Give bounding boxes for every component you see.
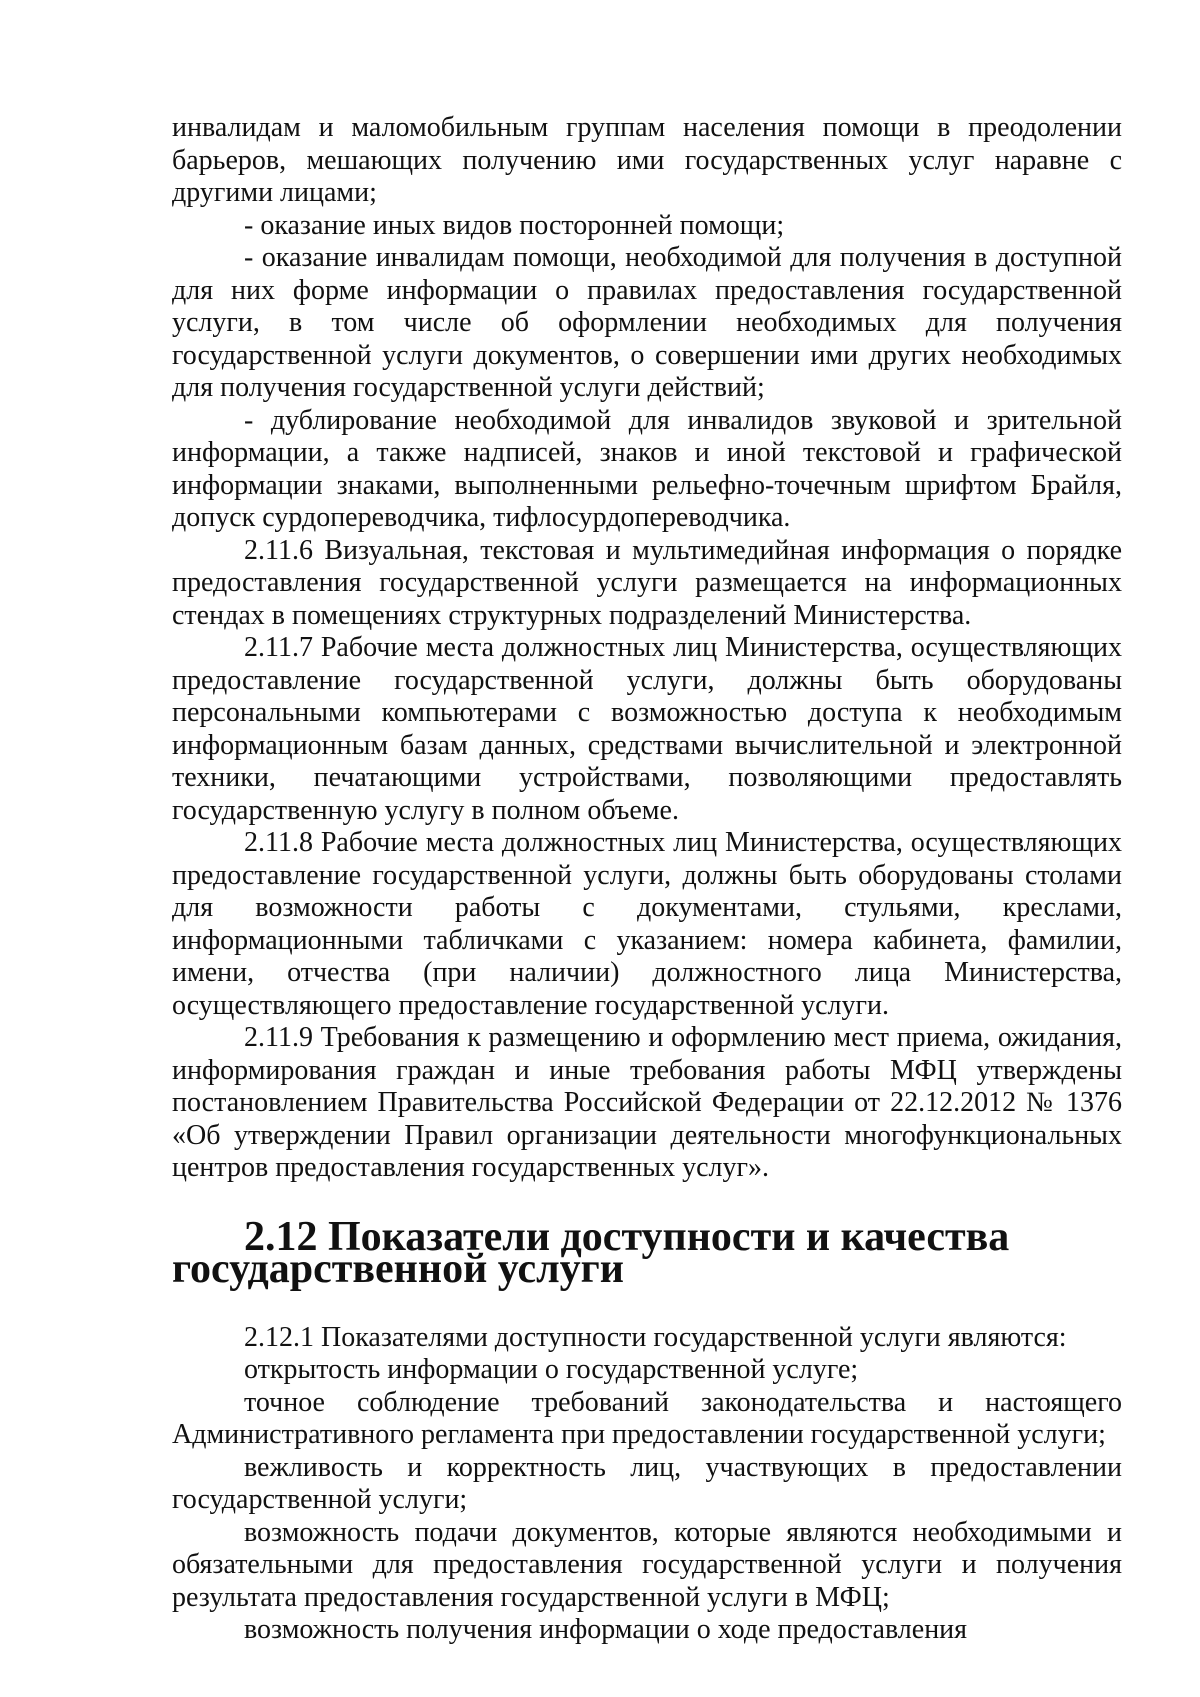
paragraph: 2.11.8 Рабочие места должностных лиц Министерства, осуществляющих предоставление государственной услуги, должны быть оборудованы столами для возможности работы с документами, стульями, креслами, информационными табличками с указанием: номера кабинета, фамилии, имени, отчества (при наличии) должностного лица Министерства, осуществляющего предоставление государственной услуги. xyxy=(172,827,1122,1021)
paragraph: 2.11.7 Рабочие места должностных лиц Министерства, осуществляющих предоставление государственной услуги, должны быть оборудованы персональными компьютерами с возможностью доступа к необходимым информационным базам данных, средствами вычислительной и электронной техники, печатающими устройствами, позволяющими предоставлять государственную услугу в полном объеме. xyxy=(172,632,1122,826)
paragraph: - дублирование необходимой для инвалидов звуковой и зрительной информации, а также надписей, знаков и иной текстовой и графической информации знаками, выполненными рельефно-точечным шрифтом Брайля, допуск сурдопереводчика, тифлосурдопереводчика. xyxy=(172,404,1122,533)
paragraph: - оказание иных видов посторонней помощи; xyxy=(244,209,785,241)
paragraph: 2.11.9 Требования к размещению и оформлению мест приема, ожидания, информирования граждан и иные требования работы МФЦ утверждены постановлением Правительства Российской Федерации от 22.12.2012 № 1376 «Об утверждении Правил организации деятельности многофункциональных центров предоставления государственных услуг». xyxy=(172,1022,1122,1183)
document-page xyxy=(172,112,1122,1647)
paragraph: 2.11.6 Визуальная, текстовая и мультимедийная информация о порядке предоставления государственной услуги размещается на информационных стендах в помещениях структурных подразделений Министерства. xyxy=(172,534,1122,631)
paragraph: возможность подачи документов, которые являются необходимыми и обязательными для предоставления государственной услуги и получения результата предоставления государственной услуги в МФЦ; xyxy=(172,1516,1122,1613)
paragraph: возможность получения информации о ходе предоставления xyxy=(244,1614,968,1645)
paragraph: - оказание инвалидам помощи, необходимой для получения в доступной для них форме информации о правилах предоставления государственной услуги, в том числе об оформлении необходимых для получения государственной услуги документов, о совершении ими других необходимых для получения государственной услуги действий; xyxy=(172,242,1122,403)
paragraph: вежливость и корректность лиц, участвующих в предоставлении государственной услуги; xyxy=(172,1451,1122,1515)
paragraph: инвалидам и маломобильным группам населения помощи в преодолении барьеров, мешающих получению ими государственных услуг наравне с другими лицами; xyxy=(172,112,1122,208)
paragraph: открытость информации о государственной услуге; xyxy=(244,1354,859,1385)
paragraph: точное соблюдение требований законодательства и настоящего Административного регламента при предоставлении государственной услуги; xyxy=(172,1386,1122,1450)
paragraph: 2.12.1 Показателями доступности государственной услуги являются: xyxy=(244,1321,1067,1353)
section-heading: 2.12 Показатели доступности и качества государственной услуги xyxy=(172,1213,1010,1292)
